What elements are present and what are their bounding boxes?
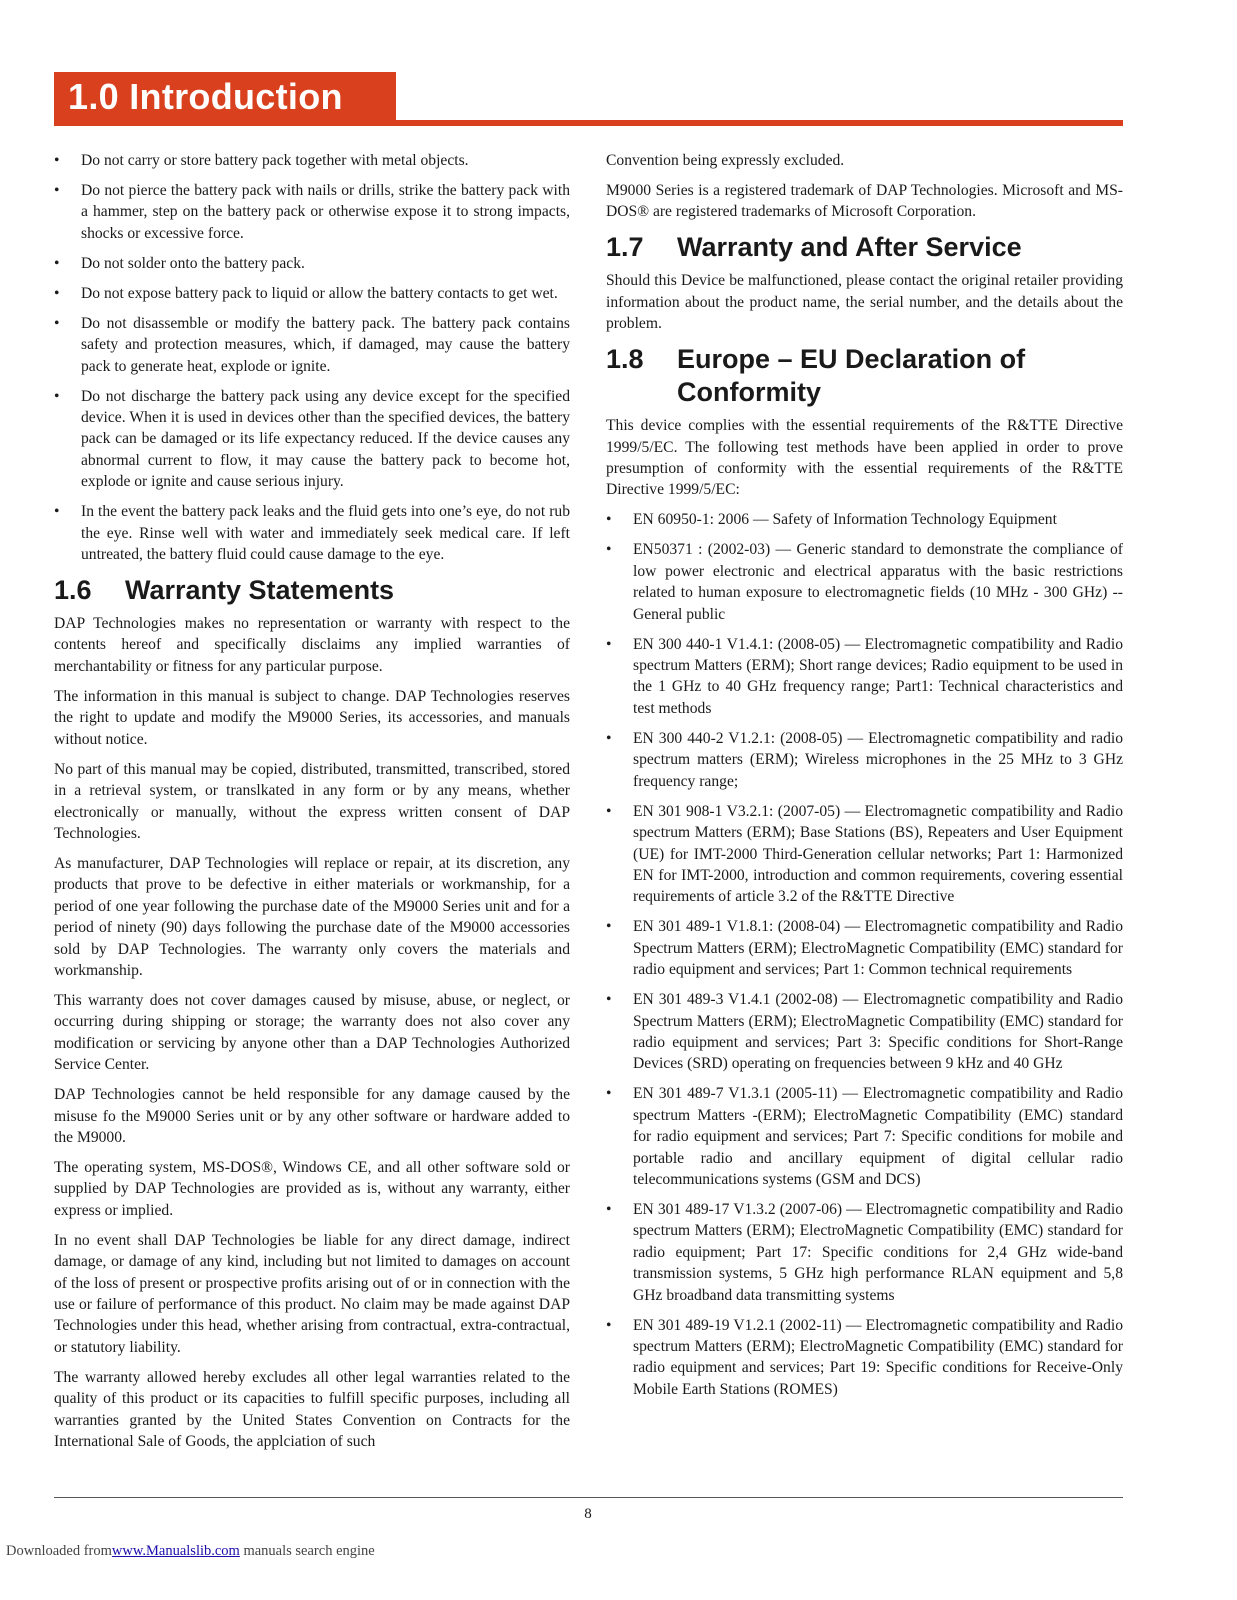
list-item: • EN 301 908-1 V3.2.1: (2007-05) — Electromagnetic compatibility and Radio spectrum Matters (ERM); Base Stations (BS), Repeaters and User Equipment (UE) for IMT-2000 Third-Generation cellular networks; Part 1: Harmonized EN for IMT-2000, introduction and common requirements, covering essential requirements of article 3.2 of the R&TTE Directive — [606, 801, 1123, 908]
section-number: 1.7 — [606, 232, 644, 263]
section-title: Warranty and After Service — [677, 232, 1022, 263]
paragraph: In no event shall DAP Technologies be liable for any direct damage, indirect damage, or damage of any kind, including but not limited to damages on account of the loss of present or prospective profits arising out of or in connection with the use or failure of performance of this product. No claim may be made against DAP Technologies under this head, whether arising from contractual, extra-contractual, or statutory liability. — [54, 1231, 570, 1356]
paragraph: Should this Device be malfunctioned, please contact the original retailer providing information about the product name, the serial number, and the details about the problem. — [606, 272, 1123, 333]
section-title: Europe – EU Declaration of Conformity — [677, 344, 1026, 408]
section-heading-1-8 — [606, 343, 1123, 409]
list-item: • EN 300 440-1 V1.4.1: (2008-05) — Electromagnetic compatibility and Radio spectrum Matters (ERM); Short range devices; Radio equipment to be used in the 1 GHz to 40 GHz frequency range; Part1: Technical characteristics and test methods — [606, 634, 1123, 720]
paragraph: DAP Technologies makes no representation or warranty with respect to the contents hereof and specifically disclaims any implied warranties of merchantability or fitness for any particular purpose. — [54, 615, 570, 675]
paragraph: The operating system, MS-DOS®, Windows CE, and all other software sold or supplied by DAP Technologies are provided as is, without any warranty, either express or implied. — [54, 1158, 570, 1219]
download-prefix: Downloaded from — [6, 1543, 112, 1559]
section-title-block — [54, 72, 396, 126]
section-number: 1.8 — [606, 344, 644, 375]
list-item: • Do not pierce the battery pack with nails or drills, strike the battery pack with a hammer, step on the battery pack or otherwise expose it to strong impacts, shocks or excessive force. — [54, 180, 570, 244]
section-heading-1-7 — [606, 231, 1123, 264]
right-column — [606, 150, 1123, 1409]
paragraph: This warranty does not cover damages caused by misuse, abuse, or neglect, or occurring during shipping or storage; the warranty does not also cover any modification or servicing by anyone other than a DAP Technologies Authorized Service Center. — [54, 991, 570, 1074]
manualslib-link[interactable]: www.Manualslib.com — [111, 1543, 240, 1559]
footer-rule — [54, 1497, 1123, 1498]
trademark-notice: M9000 Series is a registered trademark of DAP Technologies. Microsoft and MS-DOS® are registered trademarks of Microsoft Corporation. — [606, 182, 1123, 221]
battery-safety-list — [54, 150, 570, 565]
list-item: • Do not solder onto the battery pack. — [54, 253, 570, 274]
list-item: • In the event the battery pack leaks and the fluid gets into one’s eye, do not rub the eye. Rinse well with water and immediately seek medical care. If left untreated, the battery fluid could cause damage to the eye. — [54, 501, 570, 565]
page-title: 1.0 Introduction — [68, 76, 343, 117]
section-title: Warranty Statements — [125, 575, 395, 606]
paragraph: DAP Technologies cannot be held responsible for any damage caused by the misuse fo the M9000 Series unit or by any other software or hardware added to the M9000. — [54, 1086, 570, 1146]
list-item: • EN 301 489-1 V1.8.1: (2008-04) — Electromagnetic compatibility and Radio Spectrum Matters (ERM); ElectroMagnetic Compatibility (EMC) standard for radio equipment and services; Part 1: Common technical requirements — [606, 916, 1123, 980]
list-item: • EN 300 440-2 V1.2.1: (2008-05) — Electromagnetic compatibility and radio spectrum matters (ERM); Wireless microphones in the 25 MHz to 3 GHz frequency range; — [606, 728, 1123, 792]
paragraph: The information in this manual is subject to change. DAP Technologies reserves the right to update and modify the M9000 Series, its accessories, and manuals without notice. — [54, 687, 570, 748]
list-item: • Do not discharge the battery pack using any device except for the specified device. When it is used in devices other than the specified devices, the battery pack can be damaged or its life expectancy reduced. If the device causes any abnormal current to flow, it may cause the battery pack to become hot, explode or ignite and cause serious injury. — [54, 386, 570, 493]
list-item: • EN50371 : (2002-03) — Generic standard to demonstrate the compliance of low power electronic and electrical apparatus with the basic restrictions related to human exposure to electromagnetic fields (10 MHz - 300 GHz) -- General public — [606, 539, 1123, 625]
download-note — [6, 1543, 375, 1560]
page-number: 8 — [584, 1506, 592, 1522]
download-suffix: manuals search engine — [239, 1543, 375, 1559]
list-item: • Do not carry or store battery pack together with metal objects. — [54, 150, 570, 171]
paragraph: As manufacturer, DAP Technologies will replace or repair, at its discretion, any products that prove to be defective in either materials or workmanship, for a period of one year following the purchase date of the M9000 Series unit and for a period of ninety (90) days following the purchase date of the M9000 accessories sold by DAP Technologies. The warranty only covers the materials and workmanship. — [54, 854, 570, 979]
standards-list — [606, 509, 1123, 1400]
list-item: • Do not disassemble or modify the battery pack. The battery pack contains safety and protection measures, which, if damaged, may cause the battery pack to generate heat, explode or ignite. — [54, 313, 570, 377]
list-item: • Do not expose battery pack to liquid or allow the battery contacts to get wet. — [54, 283, 570, 304]
left-column — [54, 150, 570, 1461]
list-item: • EN 301 489-7 V1.3.1 (2005-11) — Electromagnetic compatibility and Radio spectrum Matters -(ERM); ElectroMagnetic Compatibility (EMC) standard for radio equipment and services; Part 7: Specific conditions for mobile and portable radio and ancillary equipment of digital cellular radio telecommunications systems (GSM and DCS) — [606, 1083, 1123, 1190]
paragraph: No part of this manual may be copied, distributed, transmitted, transcribed, stored in a retrieval system, or translkated in any form or by any means, whether electronically or manually, without the express written consent of DAP Technologies. — [54, 760, 570, 842]
list-item: • EN 60950-1: 2006 — Safety of Information Technology Equipment — [606, 509, 1123, 530]
list-item: • EN 301 489-19 V1.2.1 (2002-11) — Electromagnetic compatibility and Radio spectrum Matters (ERM); ElectroMagnetic Compatibility (EMC) standard for radio equipment and services; Part 19: Specific conditions for Receive-Only Mobile Earth Stations (ROMES) — [606, 1315, 1123, 1401]
paragraph: Convention being expressly excluded. — [606, 152, 845, 169]
section-heading-1-6 — [54, 574, 570, 607]
paragraph: The warranty allowed hereby excludes all other legal warranties related to the quality of this product or its capacities to fulfill specific purposes, including all warranties granted by the United States Convention on Contracts for the International Sale of Goods, the applciation of such — [54, 1368, 570, 1451]
list-item: • EN 301 489-17 V1.3.2 (2007-06) — Electromagnetic compatibility and Radio spectrum Matters (ERM); ElectroMagnetic Compatibility (EMC) standard for radio equipment; Part 17: Specific conditions for 2,4 GHz wide-band transmission systems, 5 GHz high performance RLAN equipment and 5,8 GHz broadband data transmitting systems — [606, 1199, 1123, 1306]
title-rule — [54, 120, 1123, 126]
section-number: 1.6 — [54, 575, 92, 606]
paragraph: This device complies with the essential requirements of the R&TTE Directive 1999/5/EC. The following test methods have been applied in order to prove presumption of conformity with the essential requirements of the R&TTE Directive 1999/5/EC: — [606, 417, 1123, 499]
list-item: • EN 301 489-3 V1.4.1 (2002-08) — Electromagnetic compatibility and Radio Spectrum Matters (ERM); ElectroMagnetic Compatibility (EMC) standard for radio equipment and services; Part 3: Specific conditions for Short-Range Devices (SRD) operating on frequencies between 9 kHz and 40 GHz — [606, 989, 1123, 1075]
